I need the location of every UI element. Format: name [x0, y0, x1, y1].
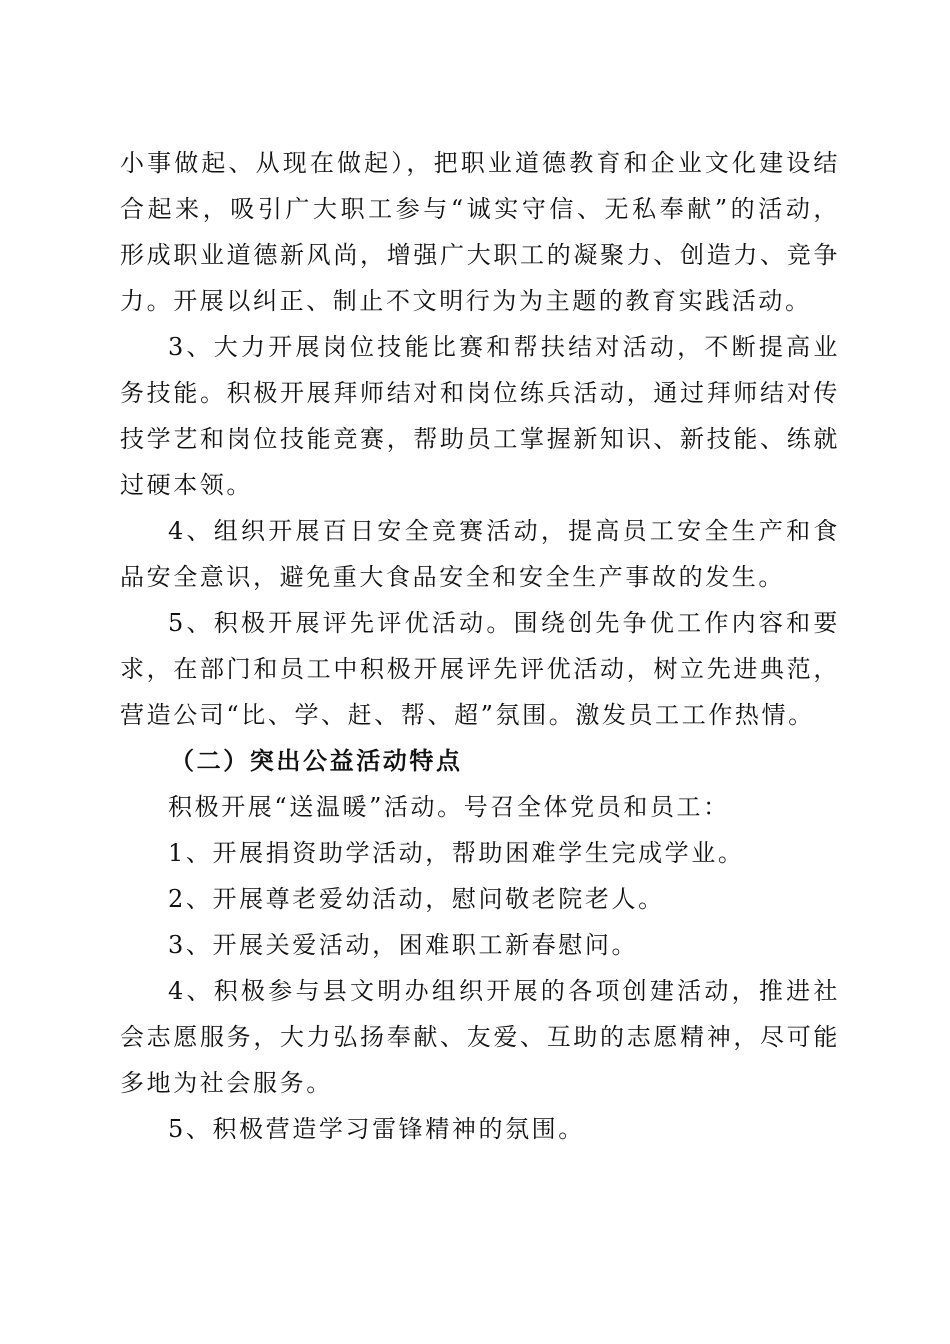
paragraph-continuation: 小事做起、从现在做起），把职业道德教育和企业文化建设结合起来，吸引广大职工参与“诚实守信、无私奉献”的活动，形成职业道德新风尚，增强广大职工的凝聚力、创造力、竞争力。开展以纠正、制止不文明行为为主题的教育实践活动。	[120, 149, 840, 315]
paragraph-item-3-skills: 3、大力开展岗位技能比赛和帮扶结对活动，不断提高业务技能。积极开展拜师结对和岗位练兵活动，通过拜师结对传技学艺和岗位技能竞赛，帮助员工掌握新知识、新技能、练就过硬本领。	[120, 333, 840, 499]
list-item-4: 4、积极参与县文明办组织开展的各项创建活动，推进社会志愿服务，大力弘扬奉献、友爱、互助的志愿精神，尽可能多地为社会服务。	[120, 977, 840, 1097]
paragraph-send-warmth: 积极开展“送温暖”活动。号召全体党员和员工：	[168, 793, 730, 821]
list-item-1: 1、开展捐资助学活动，帮助困难学生完成学业。	[168, 839, 745, 867]
list-item-5: 5、积极营造学习雷锋精神的氛围。	[168, 1115, 585, 1143]
paragraph-item-5-evaluation: 5、积极开展评先评优活动。围绕创先争优工作内容和要求，在部门和员工中积极开展评先评优活动，树立先进典范，营造公司“比、学、赶、帮、超”氛围。激发员工工作热情。	[120, 609, 840, 729]
list-item-2: 2、开展尊老爱幼活动，慰问敬老院老人。	[168, 885, 665, 913]
document-body	[120, 140, 840, 1152]
section-heading-public-welfare: （二）突出公益活动特点	[170, 746, 463, 775]
paragraph-item-4-safety: 4、组织开展百日安全竞赛活动，提高员工安全生产和食品安全意识，避免重大食品安全和安全生产事故的发生。	[120, 517, 840, 591]
list-item-3: 3、开展关爱活动，困难职工新春慰问。	[168, 931, 639, 959]
